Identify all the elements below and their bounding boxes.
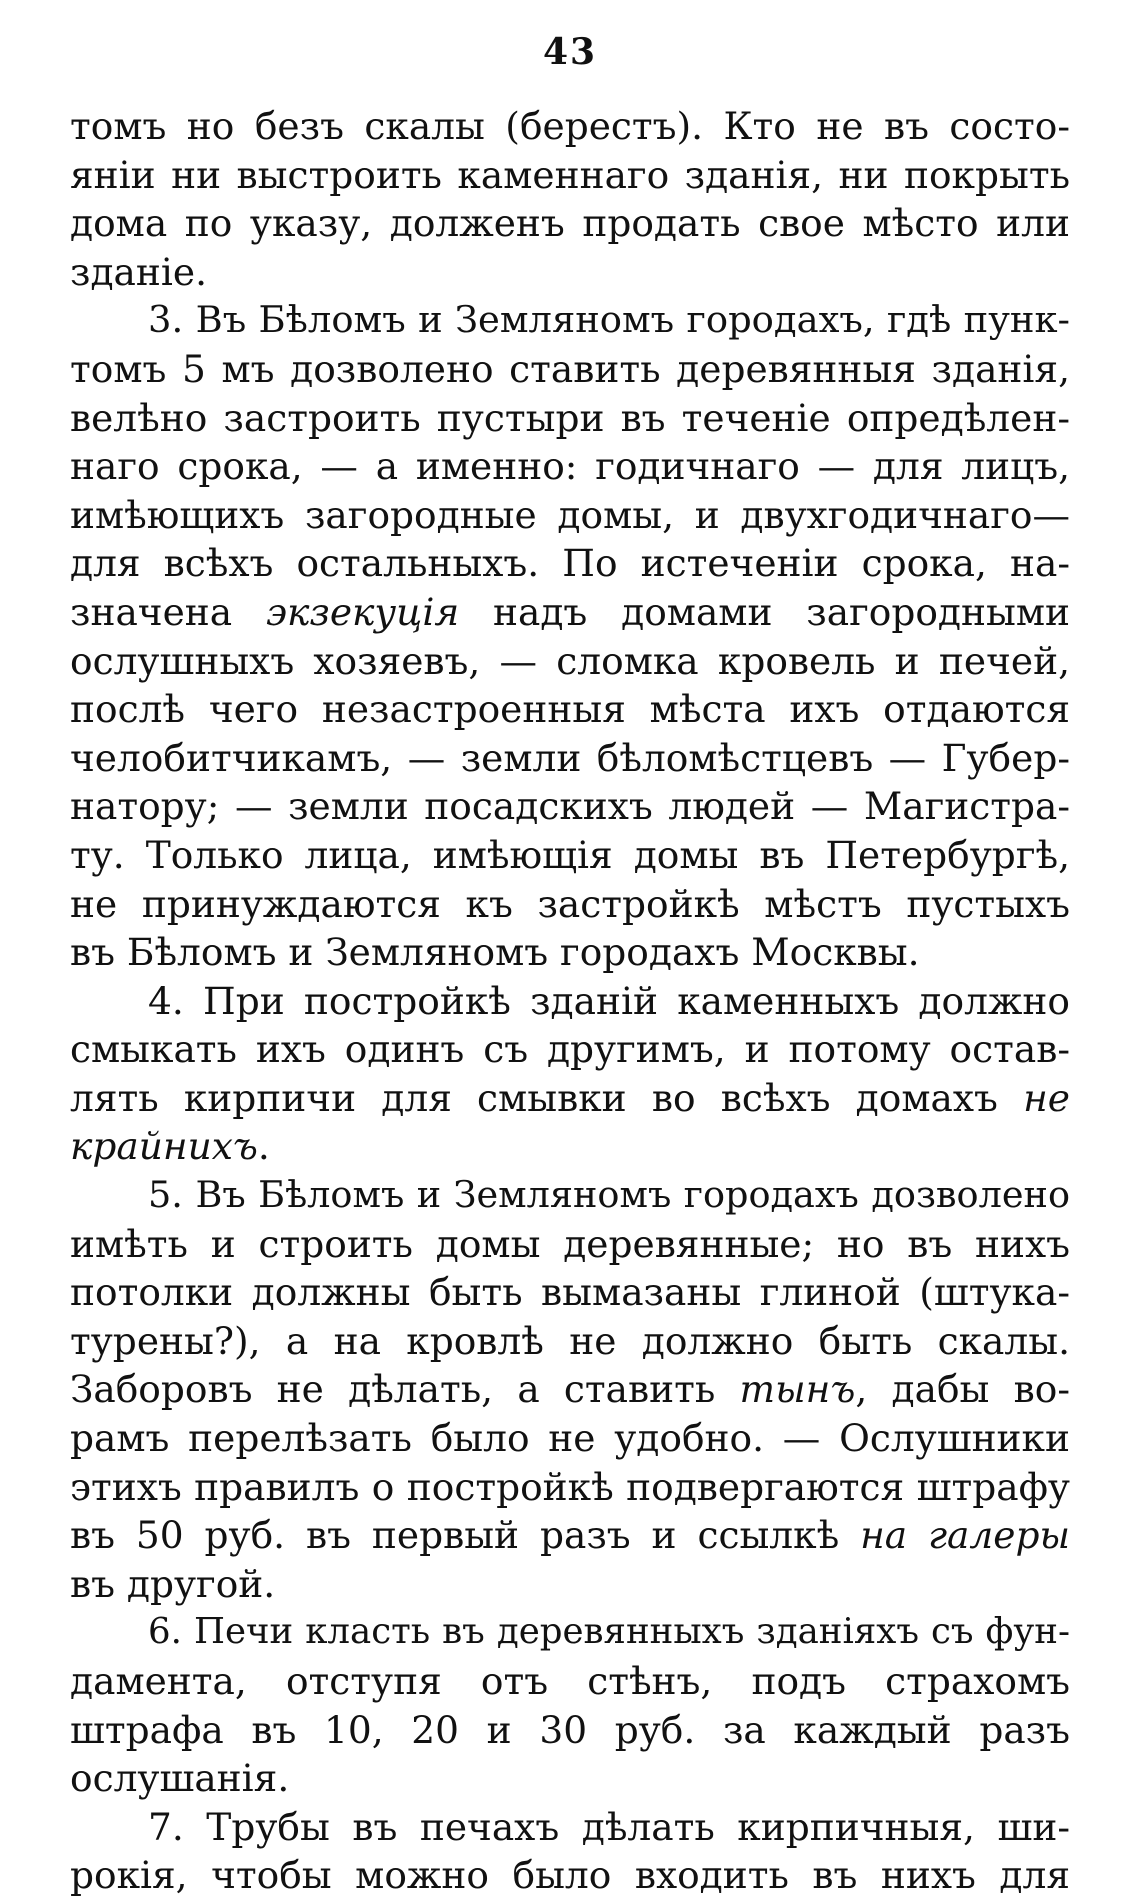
text-line <box>70 977 1070 1026</box>
body-text <box>70 102 1070 1900</box>
text-line <box>70 296 1070 345</box>
text-line <box>70 1706 1070 1755</box>
text-segment: смыкать ихъ одинъ съ другимъ, и потому остав- <box>70 1027 1070 1072</box>
text-line <box>70 1122 1070 1171</box>
text-segment: велѣно застроить пустыри въ теченіе опредѣлен- <box>70 395 1070 440</box>
page-number: 43 <box>542 31 598 73</box>
text-segment: потолки должны быть вымазаны глиной (штука- <box>70 1270 1070 1315</box>
text-line <box>70 1657 1070 1706</box>
book-page <box>70 30 1070 1900</box>
text-line <box>70 491 1070 540</box>
text-line <box>70 345 1070 394</box>
text-line <box>70 1560 1070 1609</box>
text-line <box>70 880 1070 929</box>
italic-text: на галеры <box>860 1513 1070 1558</box>
text-segment: дамента, отступя отъ стѣнъ, подъ страхомъ <box>70 1659 1070 1703</box>
text-segment: 4. При постройкѣ зданій каменныхъ должно <box>148 978 1070 1023</box>
text-segment: 7. Трубы въ печахъ дѣлать кирпичныя, ши- <box>148 1804 1070 1849</box>
italic-text: не <box>1023 1075 1070 1120</box>
text-line <box>70 1317 1070 1366</box>
text-segment: ослушныхъ хозяевъ, — сломка кровель и печей, <box>70 638 1070 683</box>
italic-text: тынъ <box>739 1367 856 1412</box>
text-segment: имѣющихъ загородные домы, и двухгодичнаго— <box>70 492 1070 537</box>
text-line <box>70 1414 1070 1463</box>
text-segment: челобитчикамъ, — земли бѣломѣстцевъ — Губер- <box>70 735 1070 780</box>
text-segment: послѣ чего незастроенныя мѣста ихъ отдаются <box>70 687 1070 732</box>
text-segment: для всѣхъ остальныхъ. По истеченіи срока, на- <box>70 541 1070 586</box>
text-segment: рокія, чтобы можно было входить въ нихъ для <box>70 1853 1070 1898</box>
text-segment: лять кирпичи для смывки во всѣхъ домахъ <box>70 1075 1024 1120</box>
text-line <box>70 248 1070 297</box>
text-line <box>70 831 1070 880</box>
text-line <box>70 442 1070 491</box>
text-line <box>70 199 1070 248</box>
text-segment: яніи ни выстроить каменнаго зданія, ни покрыть <box>70 152 1070 197</box>
text-line <box>70 1511 1070 1560</box>
text-segment: томъ 5 мъ дозволено ставить деревянныя зданія, <box>70 346 1070 391</box>
text-line <box>70 734 1070 783</box>
text-line <box>70 782 1070 831</box>
italic-text: экзекуція <box>265 589 460 634</box>
text-segment: значена <box>70 589 266 634</box>
italic-text: крайнихъ <box>70 1124 258 1169</box>
text-line <box>70 1608 1070 1657</box>
text-line <box>70 394 1070 443</box>
text-line <box>70 1268 1070 1317</box>
text-segment: рамъ перелѣзать было не удобно. — Ослушники <box>70 1416 1070 1461</box>
text-line <box>70 1025 1070 1074</box>
text-line <box>70 685 1070 734</box>
text-line <box>70 588 1070 637</box>
text-segment: Заборовъ не дѣлать, а ставить <box>70 1367 740 1412</box>
text-line <box>70 1074 1070 1123</box>
text-segment: ослушанія. <box>70 1756 290 1801</box>
text-segment: этихъ правилъ о постройкѣ подвергаются штрафу <box>70 1464 1070 1509</box>
text-segment: зданіе. <box>70 249 207 294</box>
text-segment: штрафа въ 10, 20 и 30 руб. за каждый разъ <box>70 1707 1070 1752</box>
text-segment: томъ но безъ скалы (берестъ). Кто не въ состо- <box>70 104 1070 148</box>
text-segment: 6. Печи класть въ деревянныхъ зданіяхъ съ фун- <box>148 1611 1070 1653</box>
text-segment: надъ домами загородными <box>459 589 1070 634</box>
text-segment: турены?), а на кровлѣ не должно быть скалы. <box>70 1318 1070 1363</box>
text-segment: , дабы во- <box>855 1367 1070 1412</box>
text-segment: натору; — земли посадскихъ людей — Магистра- <box>70 784 1070 829</box>
text-line <box>70 1365 1070 1414</box>
text-segment: въ другой. <box>70 1561 276 1606</box>
text-line <box>70 1220 1070 1269</box>
text-line <box>70 1851 1070 1900</box>
text-line <box>70 1463 1070 1512</box>
text-segment: 3. Въ Бѣломъ и Земляномъ городахъ, гдѣ пунк- <box>148 298 1070 342</box>
text-segment: дома по указу, долженъ продать свое мѣсто или <box>70 201 1070 246</box>
text-line <box>70 928 1070 977</box>
text-line <box>70 1803 1070 1852</box>
text-line <box>70 102 1070 151</box>
text-segment: не принуждаются къ застройкѣ мѣстъ пустыхъ <box>70 881 1070 926</box>
text-line <box>70 151 1070 200</box>
text-segment: имѣть и строить домы деревянные; но въ нихъ <box>70 1221 1070 1266</box>
text-line <box>70 1754 1070 1803</box>
text-line <box>70 539 1070 588</box>
text-segment: ту. Только лица, имѣющія домы въ Петербургѣ, <box>70 832 1070 877</box>
text-line <box>70 1171 1070 1220</box>
text-line <box>70 637 1070 686</box>
text-segment: въ 50 руб. въ первый разъ и ссылкѣ <box>70 1513 861 1558</box>
text-segment: въ Бѣломъ и Земляномъ городахъ Москвы. <box>70 930 920 975</box>
text-segment: . <box>257 1124 270 1169</box>
text-segment: наго срока, — а именно: годичнаго — для лицъ, <box>70 444 1070 489</box>
text-segment: 5. Въ Бѣломъ и Земляномъ городахъ дозволено <box>148 1173 1070 1217</box>
